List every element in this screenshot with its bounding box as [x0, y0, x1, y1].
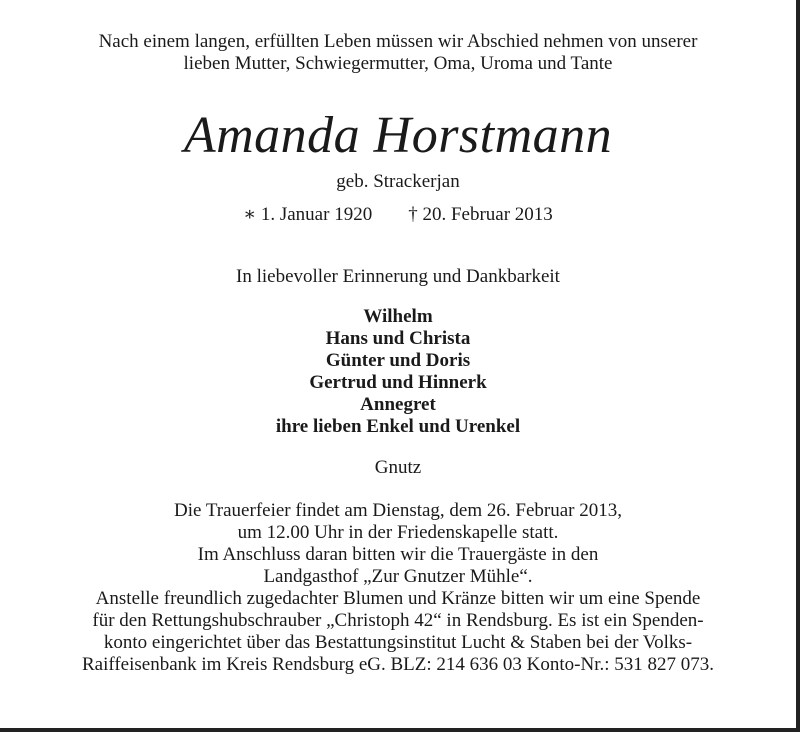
family-member: Hans und Christa [325, 328, 471, 349]
family-member: Günter und Doris [325, 350, 471, 371]
family-member: Annegret [360, 394, 436, 415]
place-name: Gnutz [374, 457, 422, 478]
intro-line: lieben Mutter, Schwiegermutter, Oma, Uroma und Tante [183, 53, 613, 74]
death-date: † 20. Februar 2013 [408, 204, 553, 225]
notice-line: Anstelle freundlich zugedachter Blumen und Kränze bitten wir um eine Spende [95, 588, 701, 609]
notice-line: konto eingerichtet über das Bestattungsinstitut Lucht & Staben bei der Volks- [103, 632, 693, 653]
family-member: ihre lieben Enkel und Urenkel [275, 416, 521, 437]
intro-line: Nach einem langen, erfüllten Leben müssen wir Abschied nehmen von unserer [98, 31, 698, 52]
deceased-name: Amanda Horstmann [183, 107, 613, 164]
notice-line: um 12.00 Uhr in der Friedenskapelle statt. [237, 522, 559, 543]
life-dates [0, 204, 796, 226]
funeral-notice [0, 500, 796, 676]
notice-line: Im Anschluss daran bitten wir die Trauergäste in den [197, 544, 599, 565]
notice-line: Landgasthof „Zur Gnutzer Mühle“. [263, 566, 533, 587]
family-list [0, 306, 796, 438]
birth-name: geb. Strackerjan [336, 171, 460, 192]
family-member: Gertrud und Hinnerk [309, 372, 487, 393]
intro-text [0, 31, 796, 75]
notice-line: Raiffeisenbank im Kreis Rendsburg eG. BLZ: 214 636 03 Konto-Nr.: 531 827 073. [81, 654, 715, 675]
birth-date: ∗ 1. Januar 1920 [243, 204, 373, 225]
notice-line: Die Trauerfeier findet am Dienstag, dem 26. Februar 2013, [174, 500, 622, 521]
notice-line: für den Rettungshubschrauber „Christoph 42“ in Rendsburg. Es ist ein Spenden- [92, 610, 704, 631]
memory-text: In liebevoller Erinnerung und Dankbarkeit [236, 266, 560, 287]
family-member: Wilhelm [363, 306, 433, 327]
